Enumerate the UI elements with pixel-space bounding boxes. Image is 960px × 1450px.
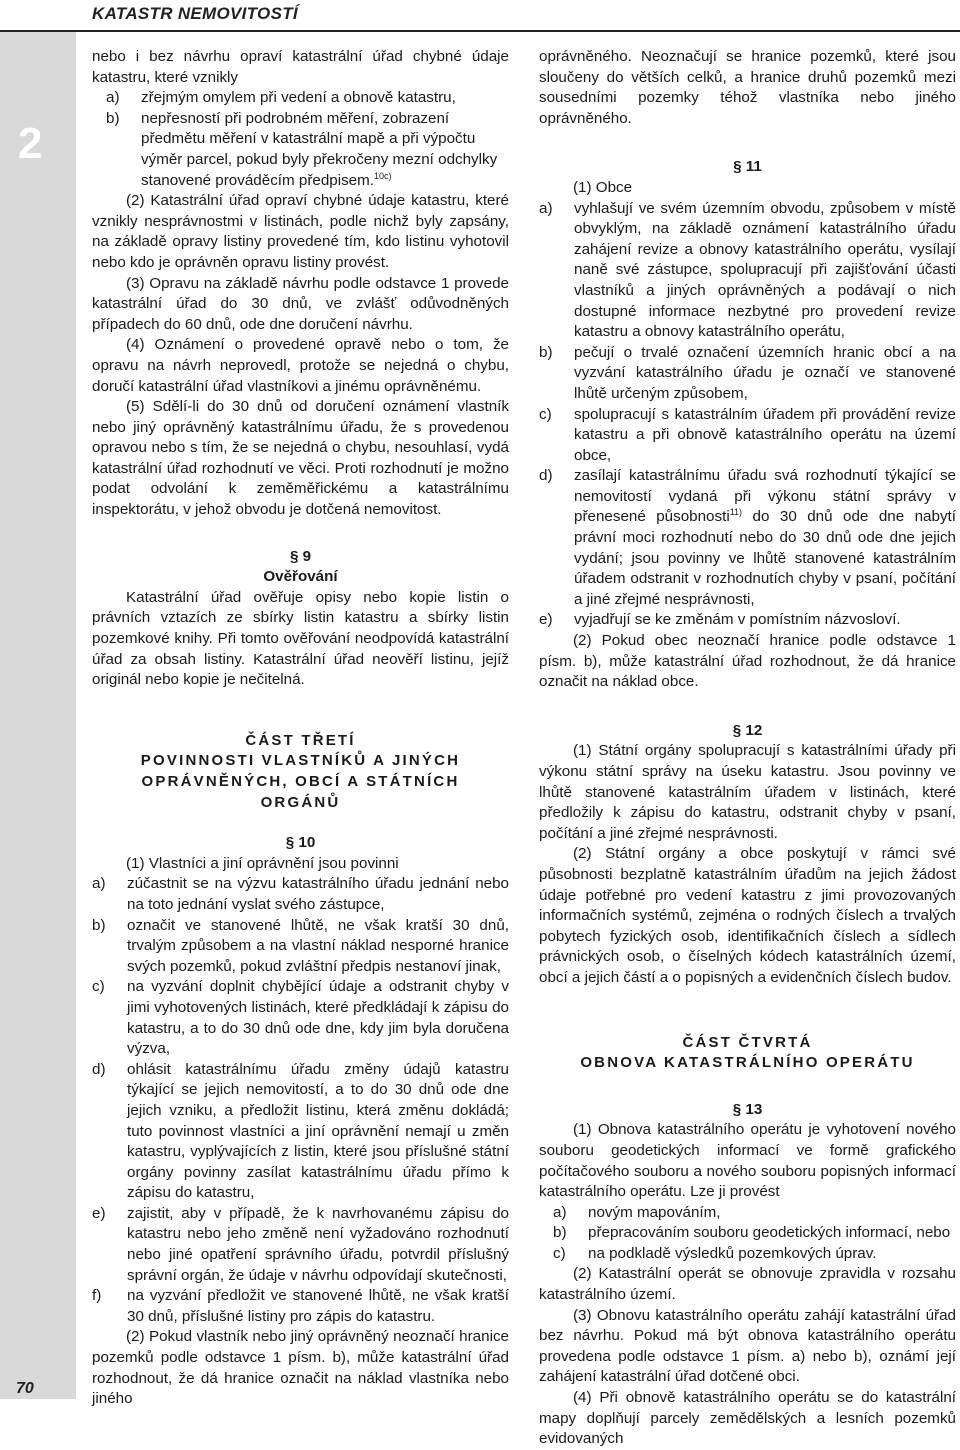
left-column [92,47,509,1410]
part-4-heading [539,1033,956,1074]
list-text: na vyzvání předložit ve stanovené lhůtě, ne však kratší 30 dnů, příslušné listiny pro zápis do katastru. [127,1287,509,1325]
section-9-paragraph: Katastrální úřad ověřuje opisy nebo kopie listin o právních vztazích ze sbírky listin katastru a sbírky listin pozemkové knihy. Při tomto ověřování neodpovídá katastrální úřad za obsah listiny. Katastrální úřad neověří listinu, jejíž originál nebo kopie je nečitelná. [92,588,509,689]
section-13-paragraph-3: (3) Obnovu katastrálního operátu zahájí katastrální úřad bez návrhu. Pokud má být obnova katastrálního operátu provedena podle odstavce 1 písm. a) nebo b), oznámí její zahájení katastrální úřad dotčené obci. [539,1306,956,1386]
part-4-line: ČÁST ČTVRTÁ [682,1033,813,1051]
section-11-paragraph-1: (1) Obce [573,178,633,196]
section-10-paragraph-1: (1) Vlastníci a jiní oprávnění jsou povinni [126,854,399,872]
list-text: označit ve stanovené lhůtě, ne však kratší 30 dnů, trvalým způsobem a na vlastní náklad nesporné hranice svých pozemků, pokud zvláštní předpis nestanoví jinak, [127,916,509,975]
list-marker: b) [106,109,120,127]
chapter-sidebar [0,32,76,1399]
intro-paragraph: nebo i bez návrhu opraví katastrální úřad chybné údaje katastru, které vznikly [92,48,509,86]
section-11-paragraph-2: (2) Pokud obec neoznačí hranice podle odstavce 1 písm. b), může katastrální úřad rozhodnout, že dá hranice označit na náklad obce. [539,632,956,691]
list-item [539,1203,956,1224]
list-item [92,88,509,109]
list-item [92,1286,509,1327]
list-item [92,874,509,915]
list-text: na podkladě výsledků pozemkových úprav. [588,1244,877,1262]
right-column [539,47,956,1450]
list-text: zajistit, aby v případě, že k navrhovanému zápisu do katastru nebo jeho změně není vyžadováno rozhodnutí nebo jiné opatření správního úřadu, potvrdil příslušný správní orgán, že údaje v návrhu odpovídají skutečnosti, [127,1204,509,1284]
list-marker: b) [553,1224,567,1242]
list-item [539,1223,956,1244]
list-text-body: nepřesností při podrobném měření, zobrazení předmětu měření v katastrální mapě a při výpočtu výměr parcel, pokud byly překročeny mezní odchylky stanovené prováděcím předpisem. [141,109,498,189]
list-marker: c) [539,405,552,423]
list-text [574,466,956,610]
continued-paragraph: oprávněného. Neoznačují se hranice pozemků, které jsou sloučeny do větších celků, a hranice druhů pozemků mezi sousedními pozemky téhož vlastníka nebo jiného oprávněného. [539,48,956,127]
list-text: novým mapováním, [588,1203,721,1221]
list-text: zúčastnit se na výzvu katastrálního úřadu jednání nebo na toto jednání vyslat svého zástupce, [127,875,509,913]
section-12-paragraph-2: (2) Státní orgány a obce poskytují v rámci své působnosti bezplatně katastrálním úřadům na jejich žádost údaje potřebné pro vedení katastru z jimi provozovaných informačních systémů, zejména o rodných číslech a trvalých pobytech fyzických osob, identifikačních číslech a sídlech právnických osob, o číselných kódech katastrálních území, obcí a jejich částí a o popisných a evidenčních číslech budov. [539,845,956,986]
list-item [539,466,956,610]
section-13-paragraph-1: (1) Obnova katastrálního operátu je vyhotovení nového souboru geodetických informací ve formě grafického počítačového souboru a nového souboru popisných informací katastrálního operátu. Lze ji provést [539,1121,956,1201]
list-marker: d) [539,467,553,485]
page-number: 70 [16,1380,34,1397]
section-13-paragraph-2: (2) Katastrální operát se obnovuje zpravidla v rozsahu katastrálního území. [539,1265,956,1304]
list-text: pečují o trvalé označení územních hranic obcí a na vyzvání katastrálního úřadu je označí ve stanovené lhůtě určeným způsobem, [574,343,956,402]
list-marker: a) [553,1203,567,1221]
section-12-paragraph-1: (1) Státní orgány spolupracují s katastrálními úřady při výkonu státní správy na úseku katastru. Jsou povinny ve lhůtě stanovené katastrálním úřadem v listinách, které předložily k zápisu do katastru, odstranit chyby v psaní, počítání a jiné zřejmé nesprávnosti. [539,742,956,842]
list-item [92,1204,509,1286]
page-header [0,0,960,40]
section-10-paragraph-2: (2) Pokud vlastník nebo jiný oprávněný neoznačí hranice pozemků podle odstavce 1 písm. b), může katastrální úřad rozhodnout, že dá hranice označit na náklad vlastníka nebo jiného [92,1328,509,1408]
list-text: přepracováním souboru geodetických informací, nebo [588,1224,951,1242]
section-10-heading: § 10 [285,834,316,852]
paragraph-3: (3) Opravu na základě návrhu podle odstavce 1 provede katastrální úřad do 30 dnů, ve zvlášť odůvodněných případech do 60 dnů, ode dne doručení návrhu. [92,274,509,333]
list-text: na vyzvání doplnit chybějící údaje a odstranit chyby v jimi vyhotovených listinách, které předkládají k zápisu do katastru, a to do 30 dnů ode dne, kdy jim byla doručena výzva, [127,978,509,1058]
list-text: vyhlašují ve svém územním obvodu, způsobem v místě obvyklým, na základě oznámení katastrálního úřadu zahájení revize a obnovy katastrálního operátu, vysílají naně své zástupce, spolupracují při zajišťování účasti vlastníků a jiných oprávněných a podávají o nich dostupné informace nezbytné pro provedení revize katastru a obnovy katastrálního operátu, [574,199,956,341]
paragraph-4: (4) Oznámení o provedené opravě nebo o tom, že opravu na návrh neprovedl, protože se nejedná o chybu, doručí katastrální úřad vlastníkovi a jinému oprávněnému. [92,336,509,395]
section-9-heading: § 9 [289,547,312,565]
section-13-paragraph-4: (4) Při obnově katastrálního operátu se do katastrální mapy doplňují parcely zemědělských a lesních pozemků evidovaných [539,1389,956,1448]
part-3-line: ČÁST TŘETÍ [245,731,356,749]
part-3-line: ORGÁNŮ [260,793,341,811]
part-3-line: OPRÁVNĚNÝCH, OBCÍ A STÁTNÍCH [141,773,460,790]
section-13-heading: § 13 [732,1100,763,1118]
header-rule [92,30,960,32]
footnote-ref: 11) [729,507,743,518]
list-marker: e) [539,611,553,629]
list-marker: a) [92,875,106,893]
list-item [92,1060,509,1204]
section-12-heading: § 12 [732,721,763,739]
section-11-heading: § 11 [733,158,762,176]
list-marker: c) [553,1244,566,1262]
list-marker: b) [539,343,553,361]
list-item [539,1244,956,1265]
list-text-body: zasílají katastrálnímu úřadu svá rozhodnutí týkající se nemovitostí vydaná při výkonu státní správy v přenesené působnosti [574,467,956,526]
list-text-rest: do 30 dnů ode dne nabytí právní moci rozhodnutí nebo do 30 dnů ode dne jejich vydání; jsou povinny ve lhůtě stanovené katastrálním úřadem odstranit v rozhodnutích chyby v psaní, počítání a jiné zřejmé nesprávnosti, [574,508,956,608]
list-item [539,199,956,343]
list-item [539,405,956,467]
list-marker: e) [92,1204,106,1222]
list-marker: b) [92,916,106,934]
list-marker: c) [92,978,105,996]
section-9-title: Ověřování [263,568,338,586]
part-4-line: OBNOVA KATASTRÁLNÍHO OPERÁTU [580,1054,915,1072]
list-marker: a) [106,89,120,107]
list-marker: f) [92,1287,102,1305]
chapter-number: 2 [18,119,43,168]
part-3-heading [92,731,509,813]
header-title: KATASTR NEMOVITOSTÍ [92,4,298,23]
list-marker: d) [92,1060,106,1078]
list-text: vyjadřují se ke změnám v pomístním názvosloví. [574,611,901,629]
list-text: ohlásit katastrálnímu úřadu změny údajů katastru týkající se jejich nemovitostí, a to do 30 dnů ode dne jejich vzniku, a předložit listinu, která změnu dokládá; tuto povinnost vlastníci a jiní oprávnění nemají u změn katastru, vyplývajících z listin, které jsou příslušné státní orgány povinny zasílat katastrálnímu úřadu přímo k zápisu do katastru, [127,1060,509,1202]
part-3-line: POVINNOSTI VLASTNÍKŮ A JINÝCH [140,752,461,770]
footnote-ref: 10c) [374,170,392,181]
list-item [92,916,509,978]
list-text [141,109,509,191]
list-item [92,977,509,1059]
paragraph-2: (2) Katastrální úřad opraví chybné údaje katastru, které vznikly nesprávnostmi v listinách, podle nichž byly zapsány, na základě opravy listiny provedené tím, kdo listinu vyhotovil nebo kdo je oprávněn opravu listiny provést. [92,192,509,271]
paragraph-5: (5) Sdělí-li do 30 dnů od doručení oznámení vlastník nebo jiný oprávněný katastrálnímu úřadu, že s provedenou opravou nebo s tím, že se nejedná o chybu, nesouhlasí, vydá katastrální úřad rozhodnutí ve věci. Proti rozhodnutí je možno podat odvolání k zeměměřickému a katastrálnímu inspektorátu, v jehož obvodu je dotčená nemovitost. [92,398,509,519]
list-marker: a) [539,199,553,217]
list-item [92,109,509,191]
list-item [539,610,956,631]
list-text: zřejmým omylem při vedení a obnově katastru, [141,89,456,107]
list-text: spolupracují s katastrálním úřadem při provádění revize katastru a při obnově katastrálního operátu na území obce, [574,405,956,464]
list-item [539,343,956,405]
